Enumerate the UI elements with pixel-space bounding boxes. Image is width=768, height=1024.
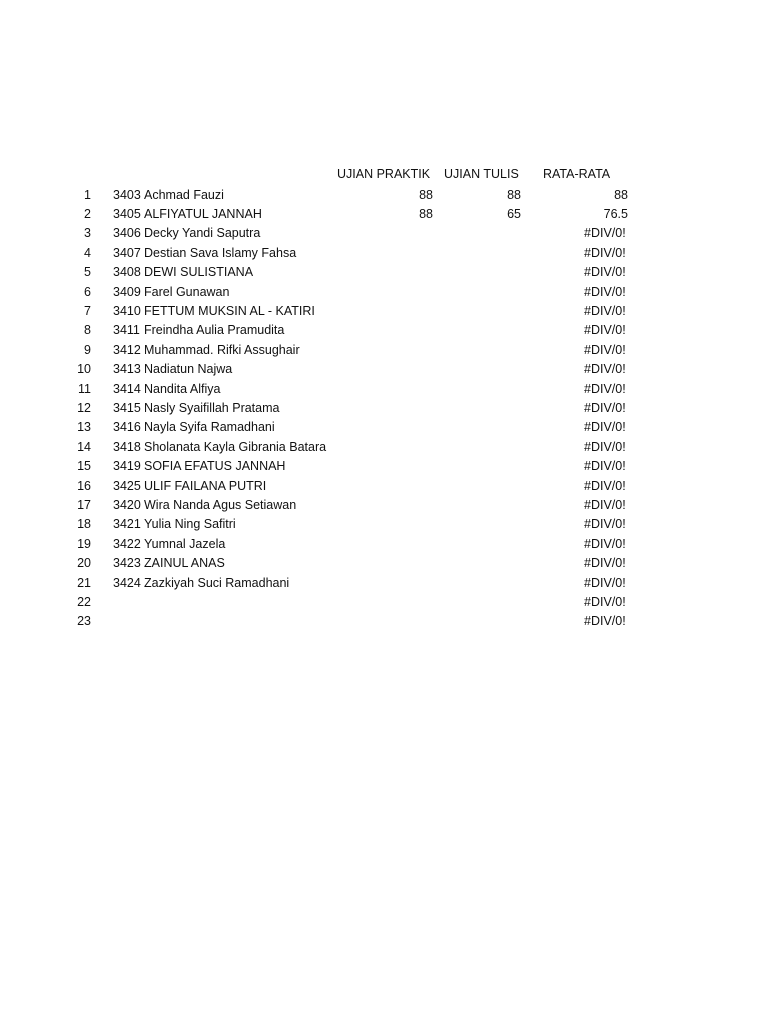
student-name: Destian Sava Islamy Fahsa — [144, 245, 297, 260]
row-number: 12 — [77, 400, 91, 415]
score-rata-rata: #DIV/0! — [584, 265, 626, 280]
student-name: Zazkiyah Suci Ramadhani — [144, 575, 290, 590]
row-number: 4 — [84, 245, 91, 260]
table-row — [0, 244, 768, 263]
header-ujian-tulis: UJIAN TULIS — [444, 167, 519, 181]
header-rata-rata: RATA-RATA — [543, 167, 611, 181]
table-row — [0, 302, 768, 321]
score-praktik — [380, 438, 433, 457]
row-number: 9 — [84, 342, 91, 357]
score-rata-rata: #DIV/0! — [584, 342, 626, 357]
score-praktik — [380, 574, 433, 593]
score-rata-rata: #DIV/0! — [584, 614, 626, 629]
score-tulis — [470, 554, 521, 573]
score-praktik — [380, 612, 433, 631]
score-tulis — [470, 496, 521, 515]
student-name: Wira Nanda Agus Setiawan — [144, 497, 297, 512]
table-row — [0, 399, 768, 418]
row-number: 22 — [77, 594, 91, 609]
student-nis: 3420 — [113, 497, 141, 512]
row-number: 8 — [84, 323, 91, 338]
table-row — [0, 457, 768, 476]
table-row — [0, 205, 768, 224]
score-praktik — [380, 244, 433, 263]
row-number: 11 — [78, 381, 91, 396]
row-number: 23 — [77, 614, 91, 629]
score-praktik: 88 — [419, 187, 433, 202]
student-nis: 3405 — [113, 206, 141, 221]
student-name: FETTUM MUKSIN AL - KATIRI — [144, 303, 315, 318]
student-nis: 3411 — [113, 323, 140, 338]
student-name: ULIF FAILANA PUTRI — [144, 478, 267, 493]
score-rata-rata: #DIV/0! — [584, 478, 626, 493]
table-row — [0, 224, 768, 243]
student-nis: 3424 — [113, 575, 141, 590]
score-praktik — [380, 380, 433, 399]
score-praktik — [380, 263, 433, 282]
score-tulis — [470, 263, 521, 282]
score-rata-rata: 76.5 — [603, 206, 628, 221]
score-tulis — [470, 457, 521, 476]
student-name: Yumnal Jazela — [144, 536, 226, 551]
score-praktik — [380, 224, 433, 243]
student-nis: 3407 — [113, 245, 141, 260]
score-praktik — [380, 399, 433, 418]
score-tulis — [470, 612, 521, 631]
table-row — [0, 321, 768, 340]
score-praktik — [380, 593, 433, 612]
row-number: 13 — [77, 420, 91, 435]
score-tulis: 65 — [507, 206, 521, 221]
table-row — [0, 477, 768, 496]
table-row — [0, 341, 768, 360]
score-rata-rata: 88 — [614, 187, 628, 202]
row-number: 20 — [77, 556, 91, 571]
score-rata-rata: #DIV/0! — [584, 536, 626, 551]
row-number: 3 — [84, 226, 91, 241]
student-nis: 3422 — [113, 536, 141, 551]
score-tulis — [470, 515, 521, 534]
row-number: 2 — [84, 206, 91, 221]
score-rata-rata: #DIV/0! — [584, 284, 626, 299]
table-row — [0, 612, 768, 631]
table-row — [0, 515, 768, 534]
student-nis: 3410 — [113, 303, 141, 318]
score-tulis — [470, 283, 521, 302]
student-nis: 3413 — [113, 362, 141, 377]
score-tulis — [470, 535, 521, 554]
table-row — [0, 283, 768, 302]
student-nis: 3423 — [113, 556, 141, 571]
row-number: 16 — [77, 478, 91, 493]
student-name: ALFIYATUL JANNAH — [144, 206, 262, 221]
student-nis: 3406 — [113, 226, 141, 241]
row-number: 15 — [77, 459, 91, 474]
student-nis: 3408 — [113, 265, 141, 280]
score-tulis: 88 — [507, 187, 521, 202]
student-name: Decky Yandi Saputra — [144, 226, 261, 241]
table-row — [0, 535, 768, 554]
student-nis: 3415 — [113, 400, 141, 415]
score-tulis — [470, 321, 521, 340]
table-row — [0, 418, 768, 437]
student-name: ZAINUL ANAS — [144, 556, 225, 571]
student-name: Freindha Aulia Pramudita — [144, 323, 285, 338]
student-nis: 3419 — [113, 459, 141, 474]
student-name: Muhammad. Rifki Assughair — [144, 342, 300, 357]
row-number: 5 — [84, 265, 91, 280]
score-rata-rata: #DIV/0! — [584, 400, 626, 415]
student-name: Nasly Syaifillah Pratama — [144, 400, 280, 415]
score-tulis — [470, 224, 521, 243]
student-name: Sholanata Kayla Gibrania Batara — [144, 439, 327, 454]
student-nis: 3414 — [113, 381, 141, 396]
score-praktik — [380, 302, 433, 321]
score-rata-rata: #DIV/0! — [584, 497, 626, 512]
row-number: 1 — [84, 187, 91, 202]
table-row — [0, 263, 768, 282]
row-number: 7 — [84, 303, 91, 318]
row-number: 14 — [77, 439, 91, 454]
score-rata-rata: #DIV/0! — [584, 420, 626, 435]
student-nis: 3421 — [113, 517, 141, 532]
student-name: SOFIA EFATUS JANNAH — [144, 459, 286, 474]
score-praktik — [380, 477, 433, 496]
score-rata-rata: #DIV/0! — [584, 226, 626, 241]
score-tulis — [470, 438, 521, 457]
student-nis: 3412 — [113, 342, 141, 357]
score-praktik — [380, 457, 433, 476]
header-ujian-praktik: UJIAN PRAKTIK — [337, 167, 431, 181]
score-praktik — [380, 554, 433, 573]
row-number: 19 — [77, 536, 91, 551]
score-tulis — [470, 574, 521, 593]
student-name: Nadiatun Najwa — [144, 362, 233, 377]
row-number: 21 — [77, 575, 91, 590]
score-rata-rata: #DIV/0! — [584, 439, 626, 454]
score-tulis — [470, 477, 521, 496]
score-praktik — [380, 360, 433, 379]
row-number: 18 — [77, 517, 91, 532]
row-number: 10 — [77, 362, 91, 377]
table-row — [0, 574, 768, 593]
score-tulis — [470, 399, 521, 418]
score-tulis — [470, 360, 521, 379]
score-rata-rata: #DIV/0! — [584, 245, 626, 260]
score-rata-rata: #DIV/0! — [584, 381, 626, 396]
score-tulis — [470, 380, 521, 399]
score-tulis — [470, 302, 521, 321]
student-name: Nayla Syifa Ramadhani — [144, 420, 275, 435]
student-name: Yulia Ning Safitri — [144, 517, 236, 532]
score-rata-rata: #DIV/0! — [584, 594, 626, 609]
score-rata-rata: #DIV/0! — [584, 575, 626, 590]
table-row — [0, 554, 768, 573]
student-name: Farel Gunawan — [144, 284, 230, 299]
table-row — [0, 593, 768, 612]
student-name: Achmad Fauzi — [144, 187, 224, 202]
score-praktik: 88 — [419, 206, 433, 221]
score-praktik — [380, 418, 433, 437]
score-tulis — [470, 244, 521, 263]
score-praktik — [380, 535, 433, 554]
student-nis: 3416 — [113, 420, 141, 435]
score-rata-rata: #DIV/0! — [584, 303, 626, 318]
row-number: 6 — [84, 284, 91, 299]
table-row — [0, 438, 768, 457]
table-row — [0, 496, 768, 515]
score-praktik — [380, 515, 433, 534]
score-praktik — [380, 283, 433, 302]
student-name: DEWI SULISTIANA — [144, 265, 254, 280]
student-nis: 3409 — [113, 284, 141, 299]
score-rata-rata: #DIV/0! — [584, 556, 626, 571]
row-number: 17 — [77, 497, 91, 512]
student-nis: 3425 — [113, 478, 141, 493]
score-tulis — [470, 593, 521, 612]
score-praktik — [380, 321, 433, 340]
score-rata-rata: #DIV/0! — [584, 362, 626, 377]
student-name: Nandita Alfiya — [144, 381, 221, 396]
student-nis: 3403 — [113, 187, 141, 202]
score-tulis — [470, 418, 521, 437]
score-rata-rata: #DIV/0! — [584, 323, 626, 338]
table-row — [0, 380, 768, 399]
score-rata-rata: #DIV/0! — [584, 517, 626, 532]
table-row — [0, 186, 768, 205]
score-praktik — [380, 496, 433, 515]
score-rata-rata: #DIV/0! — [584, 459, 626, 474]
table-row — [0, 360, 768, 379]
student-nis: 3418 — [113, 439, 141, 454]
score-tulis — [470, 341, 521, 360]
score-praktik — [380, 341, 433, 360]
